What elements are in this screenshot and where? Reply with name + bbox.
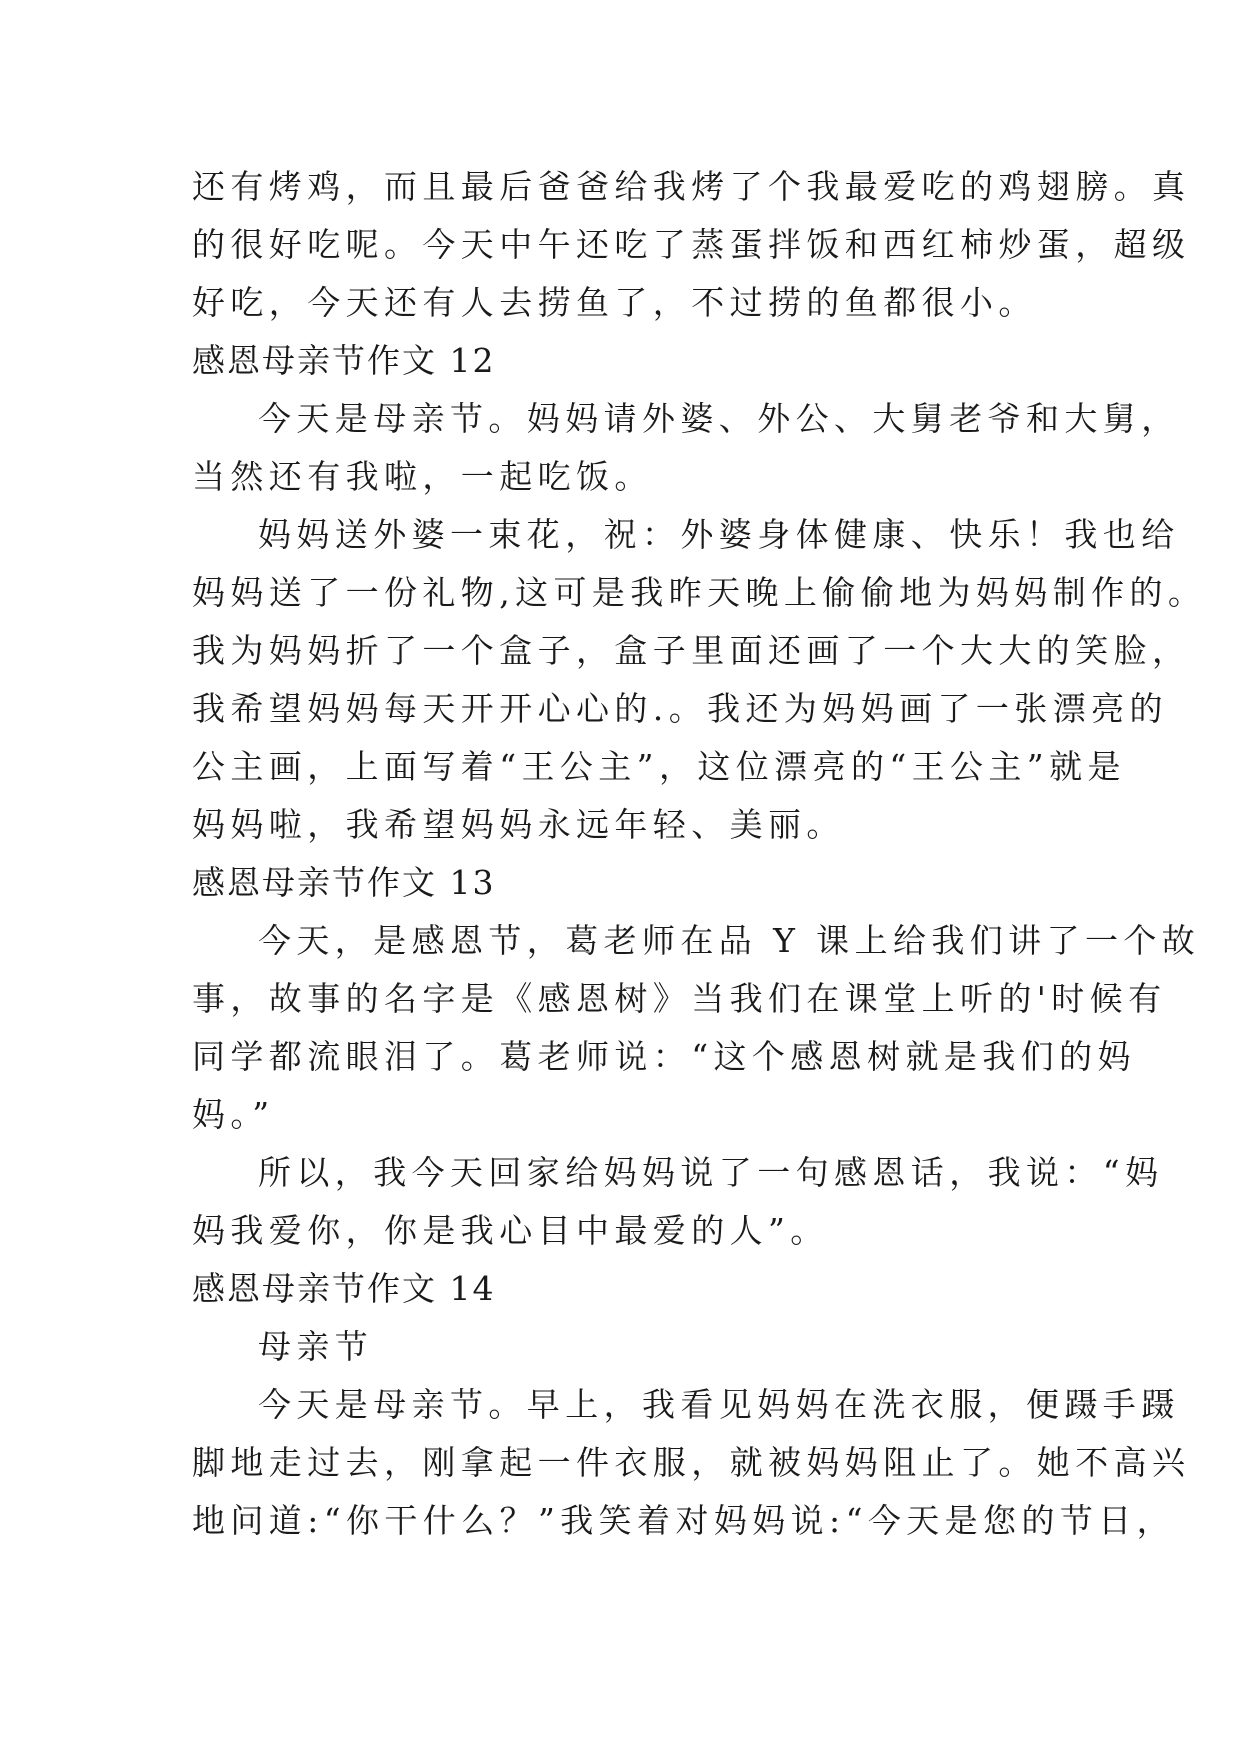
text-line: 地问道:“你干什么？”我笑着对妈妈说:“今天是您的节日，	[192, 1501, 1176, 1540]
text-line: 妈妈送了一份礼物,这可是我昨天晚上偷偷地为妈妈制作的。	[192, 573, 1207, 612]
text-line: 事，故事的名字是《感恩树》当我们在课堂上听的'时候有	[192, 979, 1167, 1018]
text-line: 我为妈妈折了一个盒子，盒子里面还画了一个大大的笑脸，	[192, 631, 1191, 670]
essay-heading: 感恩母亲节作文 12	[192, 341, 496, 380]
text-line: 公主画，上面写着“王公主”，这位漂亮的“王公主”就是	[192, 747, 1126, 786]
text-line: 脚地走过去，刚拿起一件衣服，就被妈妈阻止了。她不高兴	[192, 1443, 1191, 1482]
text-line: 的很好吃呢。今天中午还吃了蒸蛋拌饭和西红柿炒蛋，超级	[192, 225, 1191, 264]
paragraph-first-line: 今天，是感恩节，葛老师在品 Y 课上给我们讲了一个故	[258, 921, 1201, 960]
paragraph-first-line: 妈妈送外婆一束花，祝：外婆身体健康、快乐！我也给	[258, 515, 1180, 554]
text-line: 当然还有我啦，一起吃饭。	[192, 457, 653, 496]
text-line: 同学都流眼泪了。葛老师说：“这个感恩树就是我们的妈	[192, 1037, 1136, 1076]
text-line: 还有烤鸡，而且最后爸爸给我烤了个我最爱吃的鸡翅膀。真	[192, 167, 1191, 206]
text-line: 妈妈啦，我希望妈妈永远年轻、美丽。	[192, 805, 845, 844]
paragraph-first-line: 今天是母亲节。早上，我看见妈妈在洗衣服，便蹑手蹑	[258, 1385, 1180, 1424]
paragraph-first-line: 所以，我今天回家给妈妈说了一句感恩话，我说：“妈	[258, 1153, 1164, 1192]
text-line: 好吃，今天还有人去捞鱼了，不过捞的鱼都很小。	[192, 283, 1037, 322]
essay-heading: 感恩母亲节作文 13	[192, 863, 496, 902]
text-line: 我希望妈妈每天开开心心的.。我还为妈妈画了一张漂亮的	[192, 689, 1168, 728]
essay-text-block	[192, 158, 1207, 1550]
essay-subtitle: 母亲节	[258, 1327, 374, 1366]
essay-heading: 感恩母亲节作文 14	[192, 1269, 496, 1308]
paragraph-first-line: 今天是母亲节。妈妈请外婆、外公、大舅老爷和大舅，	[258, 399, 1180, 438]
text-line: 妈。”	[192, 1095, 275, 1134]
text-line: 妈我爱你，你是我心目中最爱的人”。	[192, 1211, 829, 1250]
